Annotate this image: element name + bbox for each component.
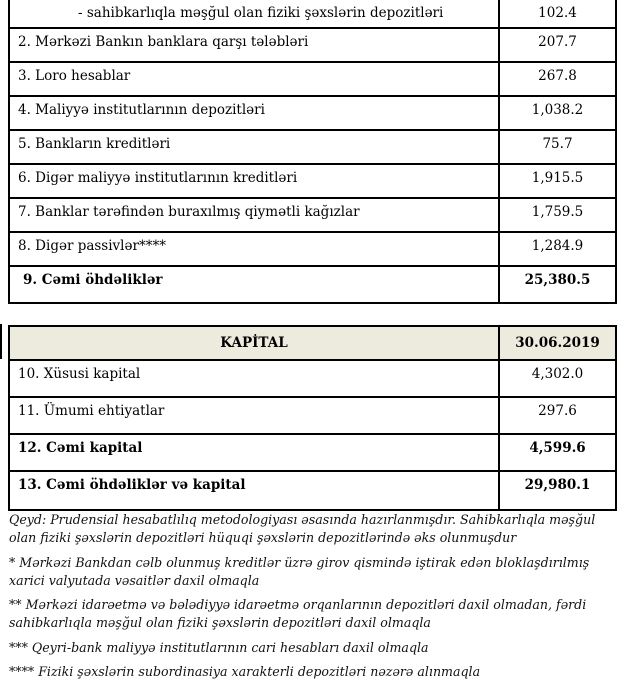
row-value: 29,980.1	[524, 477, 591, 493]
row-label: 12. Cəmi kapital	[10, 435, 500, 470]
row-value: 25,380.5	[524, 272, 591, 288]
row-label: 10. Xüsusi kapital	[10, 361, 500, 396]
row-label: 6. Digər maliyyə institutlarının kreditləri	[10, 165, 500, 197]
row-value: 75.7	[542, 136, 573, 152]
row-label: 2. Mərkəzi Bankın banklara qarşı tələbləri	[10, 29, 500, 61]
capital-header-row	[10, 327, 615, 361]
row-label: 8. Digər passivlər****	[10, 233, 500, 265]
table-row	[10, 97, 615, 131]
table-row	[10, 199, 615, 233]
capital-header-date: 30.06.2019	[500, 327, 615, 359]
table-row	[10, 29, 615, 63]
row-label: - sahibkarlıqla məşğul olan fiziki şəxslərin depozitləri	[10, 0, 500, 27]
table-row	[10, 233, 615, 267]
table-row-total-capital	[10, 435, 615, 472]
capital-table	[8, 325, 617, 511]
row-label: 9. Cəmi öhdəliklər	[10, 267, 500, 302]
row-value: 1,038.2	[531, 102, 584, 118]
footnote-1: * Mərkəzi Bankdan cəlb olunmuş kreditlər üzrə girov qismində iştirak edən bloklaşdırılmış xarici valyutada vəsaitlər daxil olmaqla	[9, 554, 590, 588]
table-row	[10, 131, 615, 165]
table-row	[10, 0, 615, 29]
row-value: 4,599.6	[529, 440, 586, 456]
footnote-note: Qeyd: Prudensial hesabatlılıq metodologiyası əsasında hazırlanmışdır. Sahibkarlıqla məşğul olan fiziki şəxslərin depozitləri hüquqi şəxslərin depozitlərində əks olunmuşdur	[9, 512, 596, 546]
table-row	[10, 165, 615, 199]
footnotes	[9, 511, 610, 687]
footnote-2: ** Mərkəzi idarəetmə və bələdiyyə idarəetmə orqanlarının depozitləri daxil olmadan, fərdi sahibkarlıqla məşğul olan fiziki şəxslərin depozitləri daxil olmaqla	[9, 597, 587, 631]
footnote-3: *** Qeyri-bank maliyyə institutlarının cari hesabları daxil olmaqla	[9, 639, 429, 655]
row-label: 7. Banklar tərəfindən buraxılmış qiymətli kağızlar	[10, 199, 500, 231]
row-value: 1,915.5	[531, 170, 584, 186]
row-value: 297.6	[538, 403, 577, 419]
row-value: 267.8	[538, 68, 577, 84]
page-edge-mark	[0, 324, 2, 359]
table-row	[10, 63, 615, 97]
table-row	[10, 361, 615, 398]
footnote-4: **** Fiziki şəxslərin subordinasiya xarakterli depozitləri nəzərə alınmaqla	[9, 663, 481, 679]
row-value: 1,284.9	[531, 238, 584, 254]
row-value: 1,759.5	[531, 204, 584, 220]
row-label: 11. Ümumi ehtiyatlar	[10, 398, 500, 433]
capital-header-title: KAPİTAL	[10, 327, 500, 359]
row-label: 5. Bankların kreditləri	[10, 131, 500, 163]
row-value: 102.4	[538, 5, 577, 21]
table-row	[10, 398, 615, 435]
row-value: 4,302.0	[531, 366, 584, 382]
row-label: 13. Cəmi öhdəliklər və kapital	[10, 472, 500, 509]
row-label: 3. Loro hesablar	[10, 63, 500, 95]
row-label: 4. Maliyyə institutlarının depozitləri	[10, 97, 500, 129]
row-value: 207.7	[538, 34, 577, 50]
table-row-total-liabilities-and-capital	[10, 472, 615, 509]
table-row-total-liabilities	[10, 267, 615, 302]
liabilities-table	[8, 0, 617, 304]
